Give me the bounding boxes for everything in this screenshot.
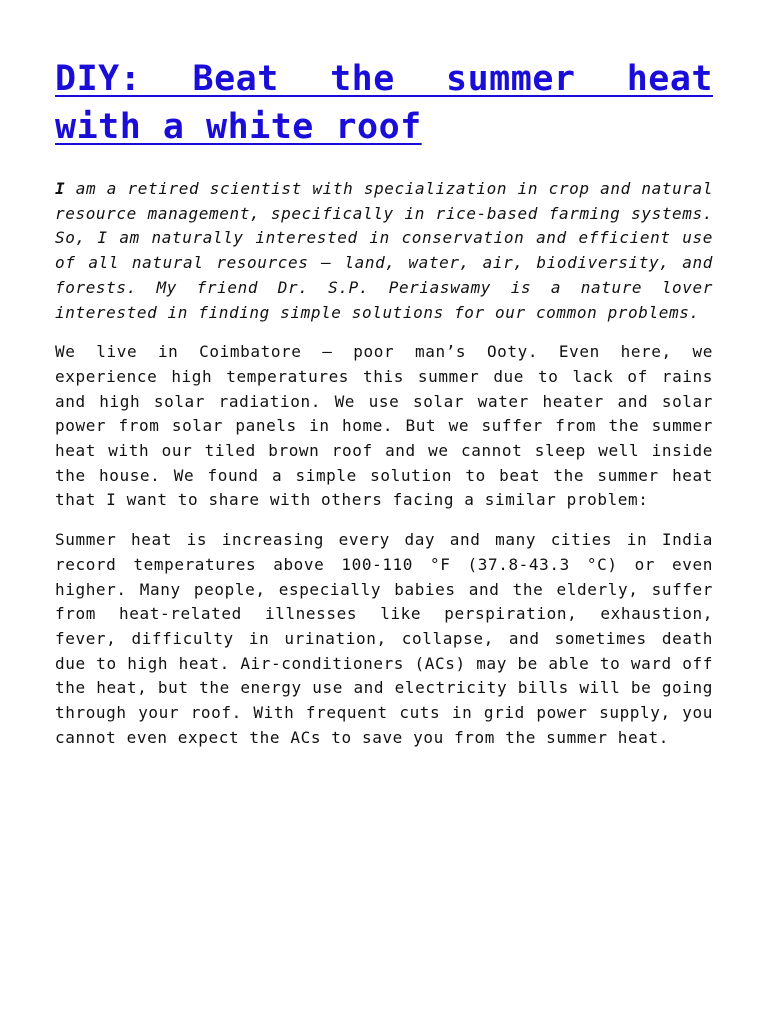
intro-first-word: I [55, 179, 66, 198]
title-line-2[interactable]: with a white roof [55, 107, 422, 147]
article-page [55, 55, 713, 765]
title-line-1[interactable]: DIY: Beat the summer heat [55, 59, 713, 99]
intro-text: am a retired scientist with specialization in crop and natural resource management, specifically in rice-based farming systems. So, I am naturally interested in conservation and efficient use of all natural resources – land, water, air, biodiversity, and forests. My friend Dr. S.P. Periaswamy is a nature lover interested in finding simple solutions for our common problems. [55, 179, 713, 322]
paragraph-summer-heat: Summer heat is increasing every day and many cities in India record temperatures above 100-110 °F (37.8-43.3 °C) or even higher. Many people, especially babies and the elderly, suffer from heat-related illnesses like perspiration, exhaustion, fever, difficulty in urination, collapse, and sometimes death due to high heat. Air-conditioners (ACs) may be able to ward off the heat, but the energy use and electricity bills will be going through your roof. With frequent cuts in grid power supply, you cannot even expect the ACs to save you from the summer heat. [55, 530, 713, 747]
article-title-link[interactable] [55, 55, 713, 151]
intro-paragraph [55, 177, 713, 325]
paragraph-coimbatore: We live in Coimbatore – poor man’s Ooty. Even here, we experience high temperatures this summer due to lack of rains and high solar radiation. We use solar water heater and solar power from solar panels in home. But we suffer from the summer heat with our tiled brown roof and we cannot sleep well inside the house. We found a simple solution to beat the summer heat that I want to share with others facing a similar problem: [55, 342, 713, 510]
